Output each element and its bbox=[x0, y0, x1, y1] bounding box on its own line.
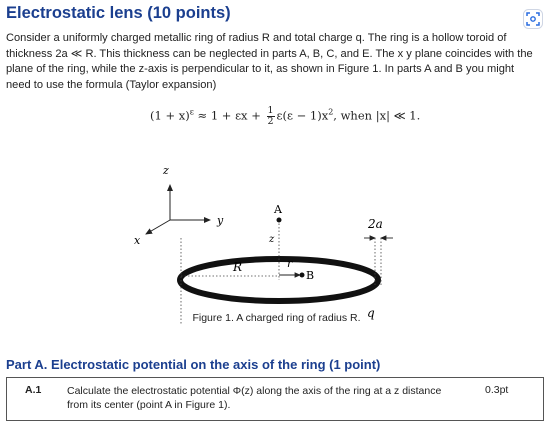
x-axis-arrow bbox=[146, 220, 170, 234]
coordinate-axes bbox=[134, 164, 224, 247]
fraction-denominator: 2 bbox=[267, 116, 274, 127]
formula-approx: ≈ 1 + εx + bbox=[193, 108, 265, 123]
part-a-title: Part A. Electrostatic potential on the axis of the ring (1 point) bbox=[6, 357, 381, 372]
formula-condition: , when |x| ≪ 1. bbox=[333, 108, 421, 123]
ring-figure bbox=[0, 150, 553, 335]
question-line: Calculate the electrostatic potential Φ(z) along the axis of the ring at a z distance bbox=[67, 385, 442, 397]
point-b-dot bbox=[300, 273, 305, 278]
formula-lhs-exp: ε bbox=[189, 107, 194, 117]
point-a-label: A bbox=[274, 203, 282, 216]
scan-text-icon bbox=[523, 9, 543, 29]
formula-rhs-exp: 2 bbox=[328, 107, 334, 117]
intro-line: Consider a uniformly charged metallic ring of radius R and total charge q. The ring is a hollow toroid of bbox=[6, 32, 507, 44]
formula-lhs: (1 + x) bbox=[150, 108, 190, 123]
y-axis-label: y bbox=[217, 214, 224, 227]
x-axis-label: x bbox=[134, 234, 141, 247]
thickness-label: 2a bbox=[368, 217, 383, 231]
question-a1 bbox=[6, 377, 544, 421]
formula-rhs: ε(ε − 1)x bbox=[276, 108, 329, 123]
point-a-dot bbox=[277, 218, 282, 223]
question-line: from its center (point A in Figure 1). bbox=[67, 399, 231, 411]
radius-label: R bbox=[233, 260, 243, 274]
page-title: Electrostatic lens (10 points) bbox=[6, 4, 231, 22]
point-b-label: B bbox=[306, 269, 315, 282]
question-text bbox=[67, 384, 487, 412]
intro-line: thickness 2a ≪ R. This thickness can be neglected in parts A, B, C, and E. The x y plane coincides with the bbox=[6, 47, 533, 60]
charge-label: q bbox=[367, 306, 375, 320]
z-axis-label: z bbox=[163, 164, 169, 177]
r-distance-label: r bbox=[287, 257, 293, 270]
intro-line: need to use the formula (Taylor expansion) bbox=[6, 78, 217, 91]
taylor-formula bbox=[150, 106, 420, 127]
question-points: 0.3pt bbox=[485, 384, 509, 396]
intro-line: plane of the ring, while the z-axis is perpendicular to it, as shown in Figure 1. In parts A and B you might bbox=[6, 63, 515, 75]
scan-text-button[interactable] bbox=[523, 9, 543, 29]
figure-caption: Figure 1. A charged ring of radius R. bbox=[192, 312, 361, 324]
question-id: A.1 bbox=[25, 384, 42, 396]
z-distance-label: z bbox=[269, 234, 275, 245]
fraction-numerator: 1 bbox=[267, 105, 274, 116]
formula-fraction bbox=[267, 106, 275, 127]
problem-intro bbox=[6, 31, 546, 93]
